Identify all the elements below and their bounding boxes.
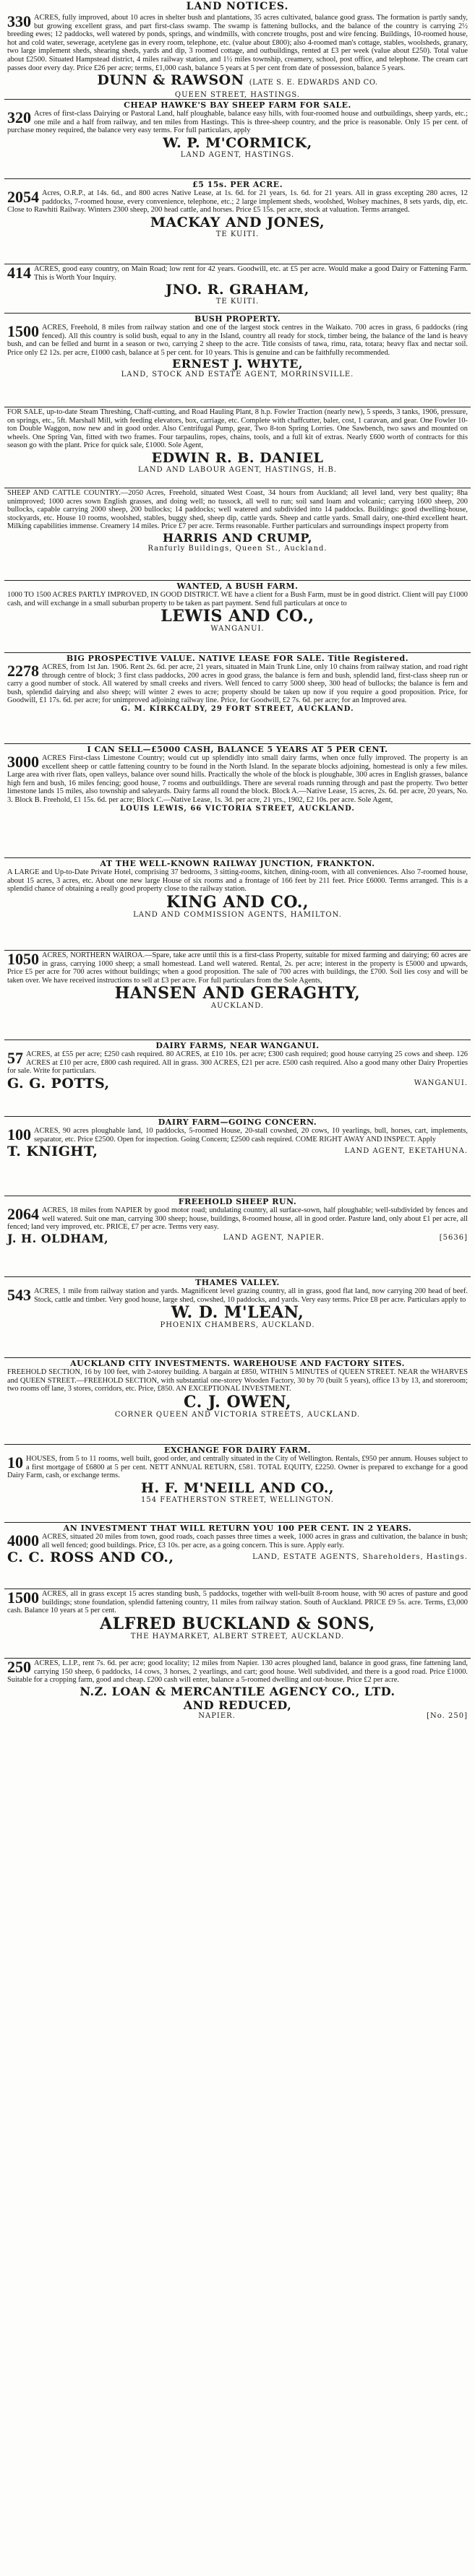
- page-title: LAND NOTICES.: [186, 1, 289, 12]
- firm-address: LAND AGENT, NAPIER.: [223, 1234, 325, 1242]
- firm-address: TE KUITI.: [215, 298, 260, 306]
- ad-9: [4, 653, 471, 744]
- firm-address: Ranfurly Buildings, Queen St., Auckland.: [147, 544, 328, 553]
- firm-address: WANGANUI.: [414, 1079, 468, 1087]
- firm-address: THE HAYMARKET, ALBERT STREET, AUCKLAND.: [130, 1632, 345, 1641]
- ad-heading: £5 15s. PER ACRE.: [192, 180, 283, 189]
- ad-body: ACRES, NORTHERN WAIROA.—Spare, take acre until this is a first-class Property, suitable for mixed farming and dairying; 60 acres are in grass, carrying 1000 sheep; a small homestead. Land well watered. Rental, 2s. per acre; interest in the property is £5000 and upwards, Price £5 per acre for 700 acres without buildings; when a good proposition. The sale of 700 acres with buildings, the £700. Soil lies cosy and will be taken over. We have received instructions to sell at £3 per acre. For full particulars from the Sole Agents,: [7, 951, 468, 985]
- acreage: 2278: [7, 662, 39, 680]
- acreage: 330: [7, 13, 31, 30]
- firm-address: LAND, STOCK AND ESTATE AGENT, MORRINSVILLE.: [121, 371, 354, 379]
- firm-address: LAND AND LABOUR AGENT, HASTINGS, H.B.: [138, 465, 337, 474]
- ad-7: [4, 488, 471, 581]
- firm-name: N.Z. LOAN & MERCANTILE AGENCY CO., LTD.: [80, 1684, 395, 1698]
- acreage: 543: [7, 1286, 31, 1304]
- ad-15: [4, 1196, 471, 1277]
- firm-address: AUCKLAND.: [210, 1002, 265, 1011]
- acreage: 3000: [7, 753, 39, 771]
- firm-address: PHOENIX CHAMBERS, AUCKLAND.: [160, 1321, 315, 1330]
- firm-address: LAND AGENT, EKETAHUNA.: [344, 1147, 468, 1156]
- ad-reference: [5636]: [439, 1234, 468, 1242]
- acreage: 10: [7, 1453, 23, 1471]
- ad-heading: BUSH PROPERTY.: [194, 314, 281, 324]
- ad-11: [4, 858, 471, 951]
- ad-4: [4, 264, 471, 314]
- firm-name: JNO. R. GRAHAM,: [166, 282, 309, 298]
- firm-address: 154 FEATHERSTON STREET, WELLINGTON.: [141, 1495, 334, 1504]
- ad-21: [4, 1659, 471, 1760]
- ad-heading: BIG PROSPECTIVE VALUE. NATIVE LEASE FOR SALE. Title Registered.: [66, 654, 409, 663]
- ad-body: Acres of first-class Dairying or Pastoral Land, half ploughable, balance easy hills, with four-roomed house and outbuildings, sheep yards, etc.; one mile and a half from railway, and ten miles from Hastings. This is three-sheep country, and the price is reasonable. Only 15 per cent. of purchase money required, the balance very easy terms. For full particulars, apply: [7, 110, 468, 135]
- ad-3: [4, 179, 471, 264]
- ad-13: [4, 1040, 471, 1117]
- ad-body: SHEEP AND CATTLE COUNTRY.—2050 Acres, Freehold, situated West Coast, 34 hours from Auckland; all level land, very best quality; 8ha unimproved; 1000 acres sown English grasses, and doing well; no tussock, all well to run; soil sand loam and volcanic; carrying 1600 sheep, 200 bullocks, capable carrying 2000 sheep, 200 bullocks; 14 paddocks; well watered and subdivided into 14 paddocks. Buildings: good dwelling-house, stockyards, etc. House 10 rooms, woolshed, stables, buggy shed, sheep dip, cattle yards. Sheep and cattle yards. Small dairy, one-third excellent heart. Milking capabilities immense. Creamery 14 miles. Price £7 per acre. Terms reasonable. Further particulars and surroundings inspect property from: [7, 489, 468, 531]
- ad-heading: EXCHANGE FOR DAIRY FARM.: [164, 1445, 311, 1455]
- ad-16: [4, 1277, 471, 1358]
- acreage: 1050: [7, 951, 39, 968]
- firm-sub: (LATE S. E. EDWARDS AND CO.: [249, 79, 378, 87]
- ad-17: [4, 1358, 471, 1445]
- ad-heading: WANTED, A BUSH FARM.: [176, 582, 299, 591]
- ad-1: [4, 13, 471, 100]
- ad-body: ACRES, at £55 per acre; £250 cash required. 80 ACRES, at £10 10s. per acre; £300 cash required; good house carrying 25 cows and sheep. 126 ACRES at £10 per acre, £800 cash required. All in grass. 300 ACRES, £21 per acre. £500 cash required. Also a good many other Dairy Properties for sale. Write for particulars.: [7, 1050, 468, 1076]
- ad-19: [4, 1523, 471, 1589]
- firm-name: MACKAY AND JONES,: [150, 214, 325, 230]
- ad-body: ACRES, situated 20 miles from town, good roads, coach passes three times a week, 1000 acres in grass and cultivation, the balance in bush; all well fenced; good buildings. Price, £3 10s. per acre, as a going concern. This is sure. Apply early.: [42, 1533, 468, 1550]
- acreage: 4000: [7, 1531, 39, 1550]
- ad-body: ACRES, 18 miles from NAPIER by good motor road; undulating country, all surface-sown, half ploughable; well-subdivided by fences and well watered. Suit one man, carrying 300 sheep; house, buildings, 8-roomed house, all in good order. Pasture land, only about £1 per acre, all fenced; land very improved, etc. PRICE, £7 per acre. Terms very easy.: [7, 1206, 468, 1232]
- ad-body: ACRES, all in grass except 15 acres standing bush, 5 paddocks, together with well-built 8-room house, with 90 acres of pasture and good buildings; stone foundation, splendid fattening country, 11 miles from railway station. South of Auckland. PRICE £9 5s. acre. Terms, £3,000 cash. Balance 10 years at 5 per cent.: [7, 1590, 468, 1615]
- ad-heading: AN INVESTMENT THAT WILL RETURN YOU 100 PER CENT. IN 2 YEARS.: [63, 1523, 412, 1533]
- ad-body: 1000 TO 1500 ACRES PARTLY IMPROVED, IN GOOD DISTRICT. WE have a client for a Bush Farm, must be in good district. Client will pay £1000 cash, and will exchange in a small suburban property to be taken as part payment. Send full particulars at once to: [7, 591, 468, 608]
- acreage: 1500: [7, 1589, 39, 1607]
- firm-name: W. D. M'LEAN,: [171, 1303, 304, 1323]
- ad-body: ACRES, fully improved, about 10 acres in shelter bush and plantations, 35 acres cultivated, balance good grass. The formation is partly sandy, but growing excellent grass, and part first-class swamp. The swamp is fattening bullocks, and the balance of the country is carrying 2½ breeding ewes; 12 paddocks, well watered by ponds, springs, and windmills, with concrete troughs, post and wire fencing. Buildings, 10-roomed house, hot and cold water, sewerage, acetylene gas in every room, telephone, etc. (value about £800); also 4-roomed man's cottage, stables, woolsheds, granary, two large implement sheds, shearing sheds, yards and dip, 3 roomed cottage, and outbuildings, rented at £3 per week (value about £250). Total value about £2500. Situated Hampstead district, 4 miles railway station, and 1½ miles township, creamery, school, post office, and telephone. The cream cart passes door every day. Price £26 per acre; terms, £1,000 cash, balance 5 years at 5 per cent from date of possession, balance 5 years.: [7, 14, 468, 72]
- ad-6: [4, 407, 471, 488]
- firm-name: HANSEN AND GERAGHTY,: [114, 984, 361, 1003]
- acreage: 414: [7, 264, 31, 282]
- ad-heading: AUCKLAND CITY INVESTMENTS. WAREHOUSE AND FACTORY SITES.: [70, 1359, 405, 1368]
- acreage: 2064: [7, 1205, 39, 1223]
- firm-name: DUNN & RAWSON (LATE S. E. EDWARDS AND CO.: [97, 72, 378, 89]
- ad-body: Acres, O.R.P., at 14s. 6d., and 800 acres Native Lease, at 1s. 6d. for 21 years, 1s. 6d. for 21 years. All in grass excepting 280 acres, 12 paddocks, 7-roomed house, every convenience, telephone, etc.; 2 large implement sheds, woolshed, Wolsey machines, 8 sets yards, dip, etc. Close to Rawhiti Railway. Winters 2300 sheep, 200 head cattle, and horses. Price £5 15s. per acre, stock at valuation. Terms arranged.: [7, 189, 468, 215]
- ad-heading: DAIRY FARM—GOING CONCERN.: [158, 1118, 317, 1127]
- ad-8: [4, 581, 471, 653]
- ad-20: [4, 1589, 471, 1659]
- ad-body: A LARGE and Up-to-Date Private Hotel, comprising 37 bedrooms, 3 sitting-rooms, kitchen, dining-room, with all conveniences. Also 7-roomed house, about 15 acres, 3 acres, etc. About one new large House of six rooms and a frontage of 166 feet by 211 feet. Price £6000. Terms arranged. This is a splendid chance of obtaining a really good property close to the railway station.: [7, 868, 468, 894]
- ad-body: ACRES, 1 mile from railway station and yards. Magnificent level grazing country, all in grass, good flat land, now carrying 200 head of beef. Stock, cattle and timber. Very good house, large shed, cowshed, 10 paddocks, and yards. Very easy terms. Price £8 per acre. Particulars apply to: [34, 1287, 468, 1304]
- firm-name: ALFRED BUCKLAND & SONS,: [100, 1614, 375, 1633]
- ad-reference: [No. 250]: [427, 1711, 468, 1720]
- firm-address: LAND, ESTATE AGENTS, Shareholders, Hastings.: [252, 1553, 468, 1562]
- ad-2: [4, 100, 471, 179]
- acreage: 1500: [7, 322, 39, 340]
- ad-heading: AT THE WELL-KNOWN RAILWAY JUNCTION, FRANKTON.: [100, 859, 375, 868]
- firm-name: EDWIN R. B. DANIEL: [151, 449, 324, 466]
- ad-14: [4, 1117, 471, 1196]
- firm-name: KING AND CO.,: [166, 892, 309, 912]
- ad-heading: I CAN SELL—£5000 CASH, BALANCE 5 YEARS AT 5 PER CENT.: [87, 745, 388, 754]
- ad-body: ACRES First-class Limestone Country; would cut up splendidly into small dairy farms, when once fully improved. The property is an excellent sheep or cattle fattening country to be found in the North Island. In the separate blocks adjoining, homestead is only a few miles. Large area with river flats, open valleys, balance over sound hills. Practically the whole of the block is ploughable, 300 acres in English grasses, balance high fern and bush, 16 miles fencing; good house, 7 rooms and outbuildings. There are several roads running through and past the property. Two better limestone lands 15 miles, also township and saleyards. Dairy farms all round the block. Block A.—Native Lease, 15 acres, 2s. 6d. per acre, 20 years, No. 3. Block B. Freehold, £1 15s. 6d. per acre; Block C.—Native Lease, 1s. 3d. per acre, 21 yrs., 1902, £2 10s. per acre. Sole Agent,: [7, 754, 468, 804]
- ad-body: ACRES, from 1st Jan. 1906. Rent 2s. 6d. per acre, 21 years, situated in Main Trunk Line, only 10 chains from railway station, and road right through centre of block; 3 first class paddocks, 200 acres in good grass, the balance is fern and bush, splendid land, first-class sheep run or carry a good number of stock. All watered by small creeks and rivers. Well fenced to carry 5000 sheep, 300 head of bullocks; the balance is fern and bush, splendid dairying and also sheep; will winter 2 ewes to acre; property should be taken up now if you require a good proposition. Price, for Goodwill, £1 17s. 6d. per acre; for unimproved adjoining railway line. Price, for Goodwill, £2 7s. 6d. per acre; for an Improved area.: [7, 663, 468, 705]
- ad-5: [4, 314, 471, 407]
- firm-name: LOUIS LEWIS, 66 VICTORIA STREET, AUCKLAND.: [120, 804, 355, 813]
- ad-12: [4, 951, 471, 1040]
- ad-heading: FREEHOLD SHEEP RUN.: [178, 1197, 297, 1206]
- ad-heading: CHEAP HAWKE'S BAY SHEEP FARM FOR SALE.: [124, 100, 351, 110]
- firm-name: J. H. OLDHAM,: [7, 1231, 109, 1245]
- firm-name: W. P. M'CORMICK,: [163, 134, 312, 151]
- firm-name: C. C. ROSS AND CO.,: [7, 1550, 174, 1566]
- firm-name: H. F. M'NEILL AND CO.,: [141, 1479, 334, 1496]
- firm-name: ERNEST J. WHYTE,: [172, 357, 303, 371]
- ad-heading: DAIRY FARMS, NEAR WANGANUI.: [155, 1041, 320, 1050]
- ad-10: [4, 744, 471, 858]
- firm-address: LAND AGENT, HASTINGS.: [180, 150, 295, 159]
- ad-body: ACRES, Freehold, 8 miles from railway station and one of the largest stock centres in the Waikato. 700 acres in grass, 6 paddocks (ring fenced). All this country is solid bush, equal to any in the Island, country all ready for stock, timber being, the balance of the land is heavy bush, and can be felled and burnt in a season or two, carrying 2 sheep to the acre. Title consists of tawa, rimu, rata, totara; heavy flax and nectar soil. Price only £2 12s. per acre, £1000 cash, balance at 5 per cent. for 10 years. This is genuine and can be faithfully recommended.: [7, 324, 468, 357]
- ad-body: HOUSES, from 5 to 11 rooms, well built, good order, and centrally situated in the City of Wellington. Rentals, £950 per annum. Houses subject to a first mortgage of £6800 at 5 per cent. NETT ANNUAL RETURN, £581. TOTAL EQUITY, £2250. Owner is prepared to exchange for a good Dairy Farm, cash, or exchange terms.: [7, 1455, 468, 1480]
- acreage: 100: [7, 1125, 31, 1144]
- acreage: 320: [7, 108, 31, 126]
- acreage: 2054: [7, 188, 39, 206]
- ad-body: FREEHOLD SECTION, 16 by 100 feet, with 2-storey building. A bargain at £850, WITHIN 5 MINUTES of QUEEN STREET. NEAR the WHARVES and QUEEN STREET.—FREEHOLD SECTION, with substantial one-storey Wooden Factory, 30 by 70 (built 5 years), office 13 by 13, and storeroom; two rooms off lane, 3 stores, corridors, etc. Price, £850. AN EXCEPTIONAL INVESTMENT.: [7, 1368, 468, 1393]
- firm-address: CORNER QUEEN AND VICTORIA STREETS, AUCKLAND.: [114, 1410, 361, 1419]
- firm-address: TE KUITI.: [215, 230, 260, 238]
- ad-body: ACRES, L.I.P., rent 7s. 6d. per acre; good locality; 12 miles from Napier. 130 acres ploughed land, balance in good grass, fine fattening land, carrying 150 sheep, 6 paddocks, 14 cows, 3 horses, 2 yearlings, and cart; good house. Well subdivided, and there is a good road. Price £1000. Suitable for a cropping farm, good and cheap. £200 cash will enter, balance a 5-roomed dwelling and out-house. Price £2 per acre.: [7, 1659, 468, 1685]
- ad-body: FOR SALE, up-to-date Steam Threshing, Chaff-cutting, and Road Hauling Plant, 8 h.p. Fowler Traction (nearly new), 5 speeds, 3 tanks, 1906, pressure, on springs, etc., 5ft. Marshall Mill, with feeding elevators, box, carriage, etc. Complete with chaffcutter, baler, cost, 1 caravan, and gear. One Fowler 10-ton Double Waggon, now new and in good order. Also Centrifugal Pump, gear, Two 8-ton Spring Lorries. One Sawbench, two saws and mounted on wheels. One Spring Van, fitted with two frames. Four tarpaulins, ropes, chains, tools, and a full kit of extras. Nearly £600 worth of contracts for this season go with the plant. Price for quick sale, £1000. Sole Agent,: [7, 408, 468, 450]
- firm-address: LAND AND COMMISSION AGENTS, HAMILTON.: [133, 910, 342, 919]
- firm-address: QUEEN STREET, HASTINGS.: [174, 91, 301, 100]
- ad-body: ACRES, good easy country, on Main Road; low rent for 42 years. Goodwill, etc. at £5 per acre. Would make a good Dairy or Fattening Farm. This is Worth Your Inquiry.: [34, 265, 468, 282]
- ad-18: [4, 1445, 471, 1523]
- acreage: 250: [7, 1659, 31, 1676]
- firm-name: T. KNIGHT,: [7, 1144, 98, 1160]
- firm-address: NAPIER.: [198, 1711, 236, 1720]
- ad-body: ACRES, 90 acres ploughable land, 10 paddocks, 5-roomed House, 20-stall cowshed, 20 cows, 10 yearlings, bull, horses, cart, implements, separator, etc. Price £2500. Open for inspection. Going Concern; £2500 cash required. COME RIGHT AWAY AND INSPECT. Apply: [34, 1127, 468, 1144]
- acreage: 57: [7, 1049, 23, 1067]
- firm-name: C. J. OWEN,: [184, 1392, 291, 1412]
- firm-address: WANGANUI.: [210, 625, 265, 634]
- firm-name: G. M. KIRKCALDY, 29 FORT STREET, AUCKLAND.: [121, 704, 354, 713]
- firm-name: G. G. POTTS,: [7, 1075, 110, 1092]
- firm-name: LEWIS AND CO.,: [161, 607, 314, 626]
- ad-heading: THAMES VALLEY.: [195, 1278, 280, 1287]
- firm-name: HARRIS AND CRUMP,: [163, 530, 312, 545]
- firm-name-line-2: AND REDUCED,: [183, 1698, 292, 1712]
